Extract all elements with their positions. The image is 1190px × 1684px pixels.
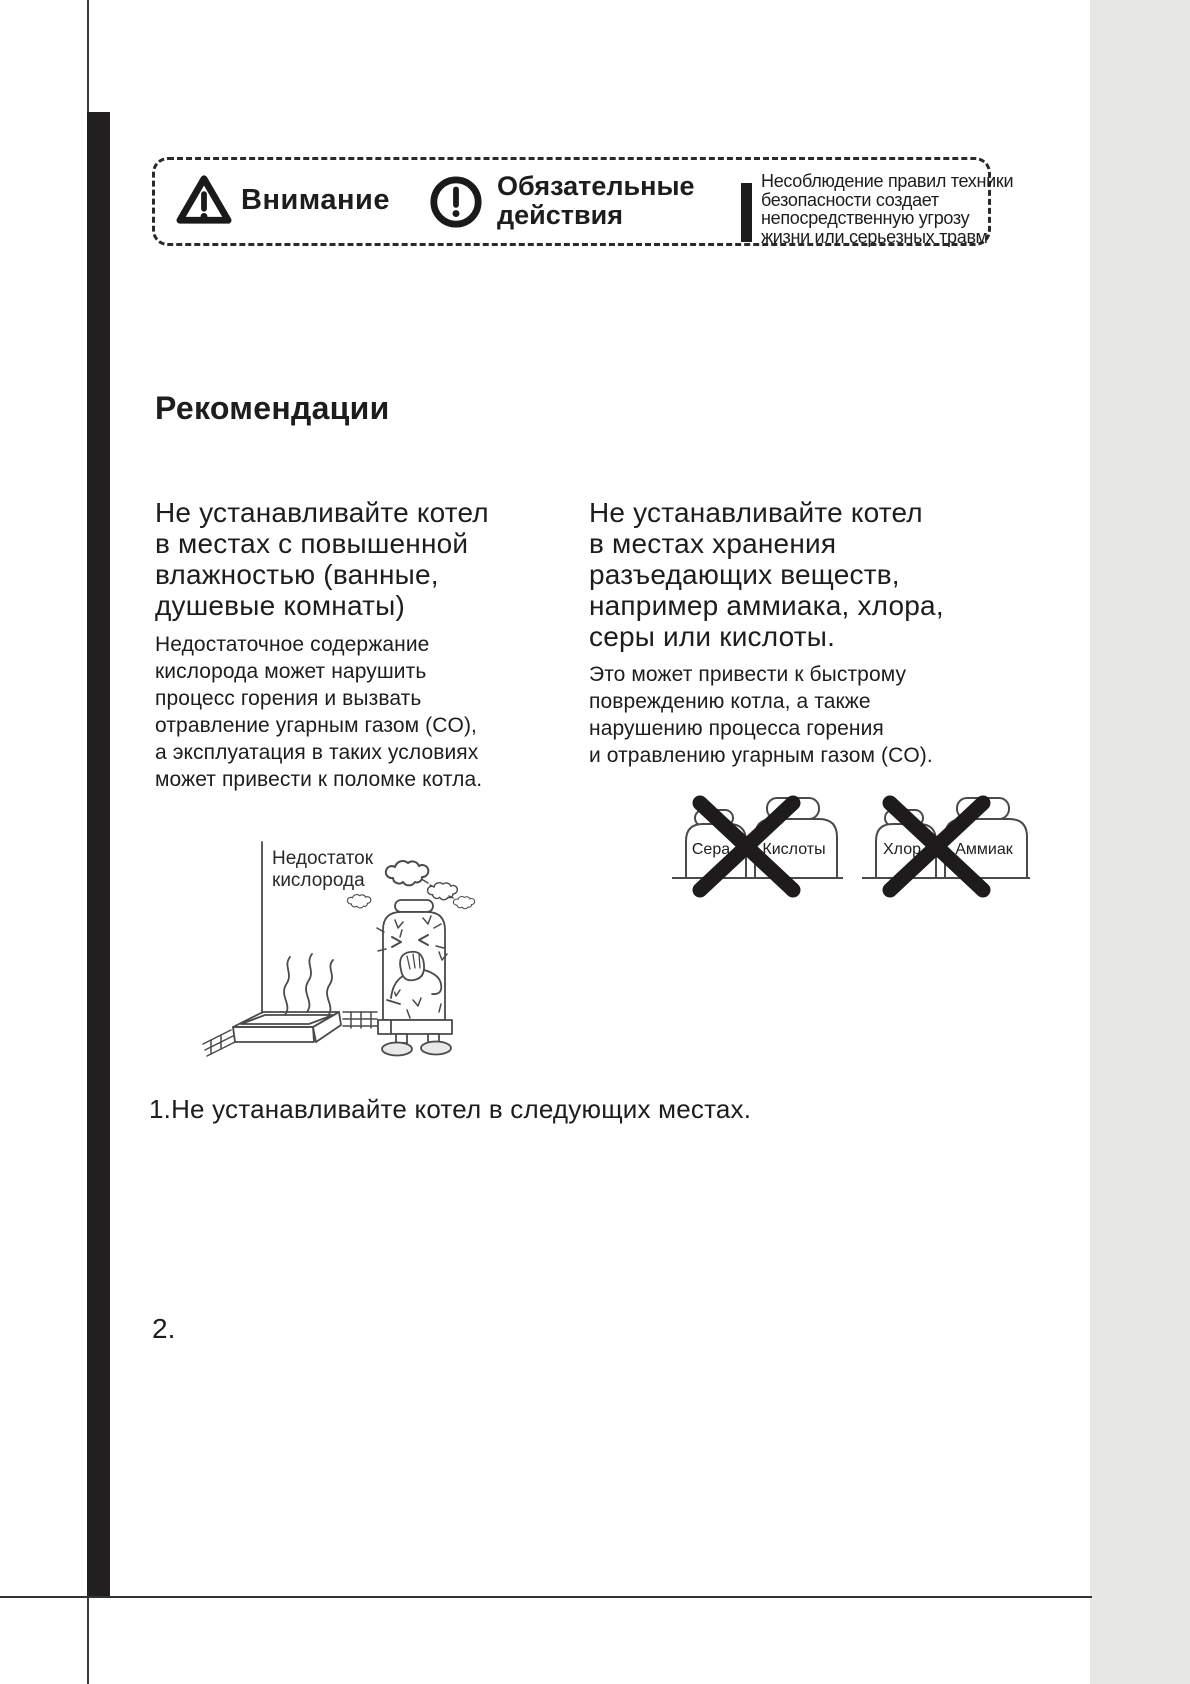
chemical-label-chlorine: Хлор [883, 841, 921, 858]
footer-rule [0, 1596, 1092, 1598]
heading-line: Не устанавливайте котел [155, 497, 489, 528]
body-line: Недостаточное содержание [155, 633, 430, 656]
oxygen-caption-line: Недостаток [272, 848, 374, 869]
humidity-warning-heading [155, 497, 489, 621]
boiler-base [378, 1020, 452, 1034]
heading-line: разъедающих веществ, [589, 559, 900, 590]
mandatory-actions-line: действия [497, 200, 623, 230]
bathtub [233, 1012, 341, 1042]
heading-line: влажностью (ванные, [155, 559, 439, 590]
chemical-label-sulfur: Сера [691, 841, 731, 858]
corrosive-warning-body [589, 661, 933, 769]
legend-note [761, 172, 1013, 246]
mandatory-actions-line: Обязательные [497, 171, 695, 201]
heading-line: например аммиака, хлора, [589, 590, 944, 621]
chemicals-illustration [638, 790, 1034, 902]
body-line: и отравлению угарным газом (CO). [589, 744, 933, 767]
attention-label: Внимание [241, 184, 390, 216]
chemical-label-acids: Кислоты [762, 841, 826, 858]
corrosive-warning-heading [589, 497, 944, 652]
heading-line: в местах хранения [589, 528, 837, 559]
body-line: Это может привести к быстрому [589, 663, 907, 686]
list-item-1: 1.Не устанавливайте котел в следующих местах. [149, 1094, 752, 1124]
spine-bar [87, 112, 110, 1598]
body-line: отравление угарным газом (CO), [155, 714, 477, 737]
list-item-2: 2. [152, 1313, 176, 1344]
boiler-figure [377, 900, 452, 1056]
heading-line: душевые комнаты) [155, 590, 406, 621]
warning-triangle-icon [173, 172, 235, 228]
heading-line: Не устанавливайте котел [589, 497, 923, 528]
body-line: кислорода может нарушить [155, 660, 427, 683]
heading-line: в местах с повышенной [155, 528, 469, 559]
legend-note-line: безопасности создает [761, 189, 939, 210]
heading-line: серы или кислоты. [589, 621, 836, 652]
brick-hatching [203, 1030, 235, 1056]
oxygen-shortage-illustration [195, 772, 535, 1088]
humidity-warning-body [155, 631, 482, 793]
exclamation-circle-icon [429, 175, 483, 229]
body-line: нарушению процесса горения [589, 717, 884, 740]
body-line: процесс горения и вызвать [155, 687, 422, 710]
mandatory-actions-label [497, 172, 695, 230]
chemical-label-ammonia: Аммиак [955, 841, 1013, 858]
body-line: повреждению котла, а также [589, 690, 871, 713]
legend-divider-bar [741, 183, 752, 242]
steam-squiggles [284, 954, 333, 1016]
legend-note-line: жизни или серьезных травм [761, 226, 988, 247]
paper-edge-strip [1090, 0, 1190, 1684]
boiler-feet [382, 1034, 451, 1056]
section-title: Рекомендации [155, 390, 390, 426]
oxygen-caption-line: кислорода [272, 870, 365, 891]
legend-note-line: непосредственную угрозу [761, 208, 970, 228]
body-line: может привести к поломке котла. [155, 768, 483, 791]
legend-note-line: Несоблюдение правил техники [761, 171, 1014, 191]
safety-legend-box [152, 157, 1014, 247]
body-line: а эксплуатация в таких условиях [155, 741, 479, 764]
tile-grid [343, 1012, 377, 1028]
